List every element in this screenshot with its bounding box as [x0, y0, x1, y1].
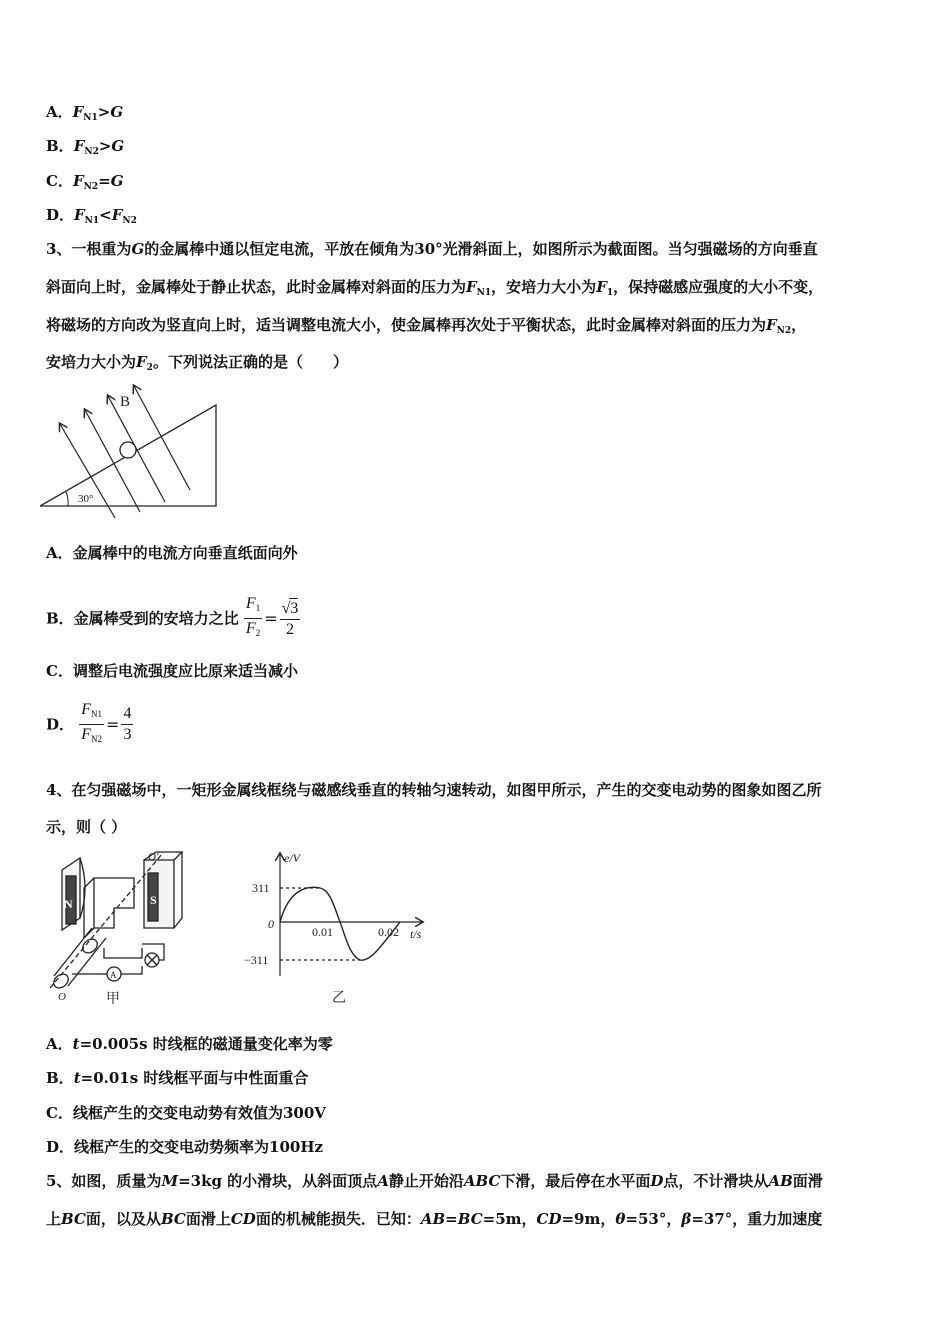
q4-stem-line2: 示，则（ ） — [46, 818, 127, 836]
svg-text:A: A — [110, 970, 117, 980]
q3-incline-figure — [40, 382, 225, 524]
svg-text:O: O — [58, 991, 66, 1003]
q3-stem-line4: 安培力大小为$F_2$。下列说法正确的是（ ） — [46, 353, 348, 373]
q5-stem-line1: 5、如图，质量为M=3kg 的小滑块，从斜面顶点A静止开始沿ABC下滑，最后停在水平面D点，不计滑块从AB面滑 — [46, 1172, 823, 1190]
q2-option-d: D．$F_{N1}<F_{N2}$ — [46, 206, 137, 226]
metal-rod-cross-section — [120, 442, 136, 458]
svg-text:S: S — [150, 893, 157, 907]
q4-emf-chart — [236, 848, 436, 1008]
q3-stem-line3: 将磁场的方向改为竖直向上时，适当调整电流大小，使金属棒再次处于平衡状态，此时金属棒对斜面的压力为$F_{N2}$， — [46, 316, 807, 336]
q3-option-b-ratio: $\frac{F_1}{F_2}$ — [245, 595, 261, 638]
q5-stem-line2: 上BC面，以及从BC面滑上CD面的机械能损失．已知：AB=BC=5m，CD=9m，θ=53°，β=37°，重力加速度 — [46, 1210, 823, 1228]
svg-text:e/V: e/V — [284, 851, 300, 865]
svg-text:乙: 乙 — [332, 991, 346, 1006]
svg-text:t/s: t/s — [410, 927, 422, 941]
q4-option-a: A．t=0.005s 时线框的磁通量变化率为零 — [46, 1035, 333, 1053]
svg-text:−311: −311 — [244, 953, 269, 967]
svg-text:0: 0 — [268, 917, 274, 931]
q3-option-b: B．金属棒受到的安培力之比 $\frac{F_1}{F_2}$ = $\frac{√3}{2}$ — [46, 594, 910, 634]
angle-label: 30° — [78, 493, 94, 505]
svg-text:N: N — [64, 897, 73, 911]
q3-option-b-value: $\frac{√3}{2}$ — [281, 599, 299, 638]
svg-text:0.02: 0.02 — [378, 925, 399, 939]
q2-option-b: B．$F_{N2}>G$ — [46, 137, 125, 157]
q2-option-c: C．$F_{N2}=G$ — [46, 172, 124, 192]
coil — [94, 878, 134, 928]
svg-text:O′: O′ — [148, 851, 159, 863]
q3-option-d-ratio: $\frac{F_{N1}}{F_{N2}}$ — [81, 701, 103, 744]
q3-stem-line1: 3、一根重为G的金属棒中通以恒定电流，平放在倾角为30°光滑斜面上，如图所示为截面图。当匀强磁场的方向垂直 — [46, 240, 818, 258]
angle-arc — [66, 492, 68, 506]
q3-option-d-value: $\frac{4}{3}$ — [123, 705, 132, 743]
q4-option-c: C．线框产生的交变电动势有效值为300V — [46, 1104, 326, 1122]
q4-generator-figure — [44, 848, 194, 1008]
emf-curve — [280, 887, 400, 960]
q4-stem-line1: 4、在匀强磁场中，一矩形金属线框绕与磁感线垂直的转轴匀速转动，如图甲所示，产生的交变电动势的图象如图乙所 — [46, 781, 822, 799]
q2-option-a: A．$F_{N1}>G$ — [46, 103, 124, 123]
svg-text:0.01: 0.01 — [312, 925, 333, 939]
svg-text:311: 311 — [252, 881, 270, 895]
q3-stem-line2: 斜面向上时，金属棒处于静止状态，此时金属棒对斜面的压力为$F_{N1}$，安培力大小为$F_1$，保持磁感应强度的大小不变， — [46, 278, 824, 298]
q3-option-a: A．金属棒中的电流方向垂直纸面向外 — [46, 544, 298, 562]
q3-option-c: C．调整后电流强度应比原来适当减小 — [46, 662, 298, 680]
svg-text:甲: 甲 — [106, 992, 120, 1007]
q4-option-d: D．线框产生的交变电动势频率为100Hz — [46, 1138, 324, 1156]
field-label-b: B — [120, 394, 131, 410]
q3-option-d: D． $\frac{F_{N1}}{F_{N2}}$ = $\frac{4}{3}$ — [46, 700, 910, 740]
q4-option-b: B．t=0.01s 时线框平面与中性面重合 — [46, 1069, 309, 1087]
